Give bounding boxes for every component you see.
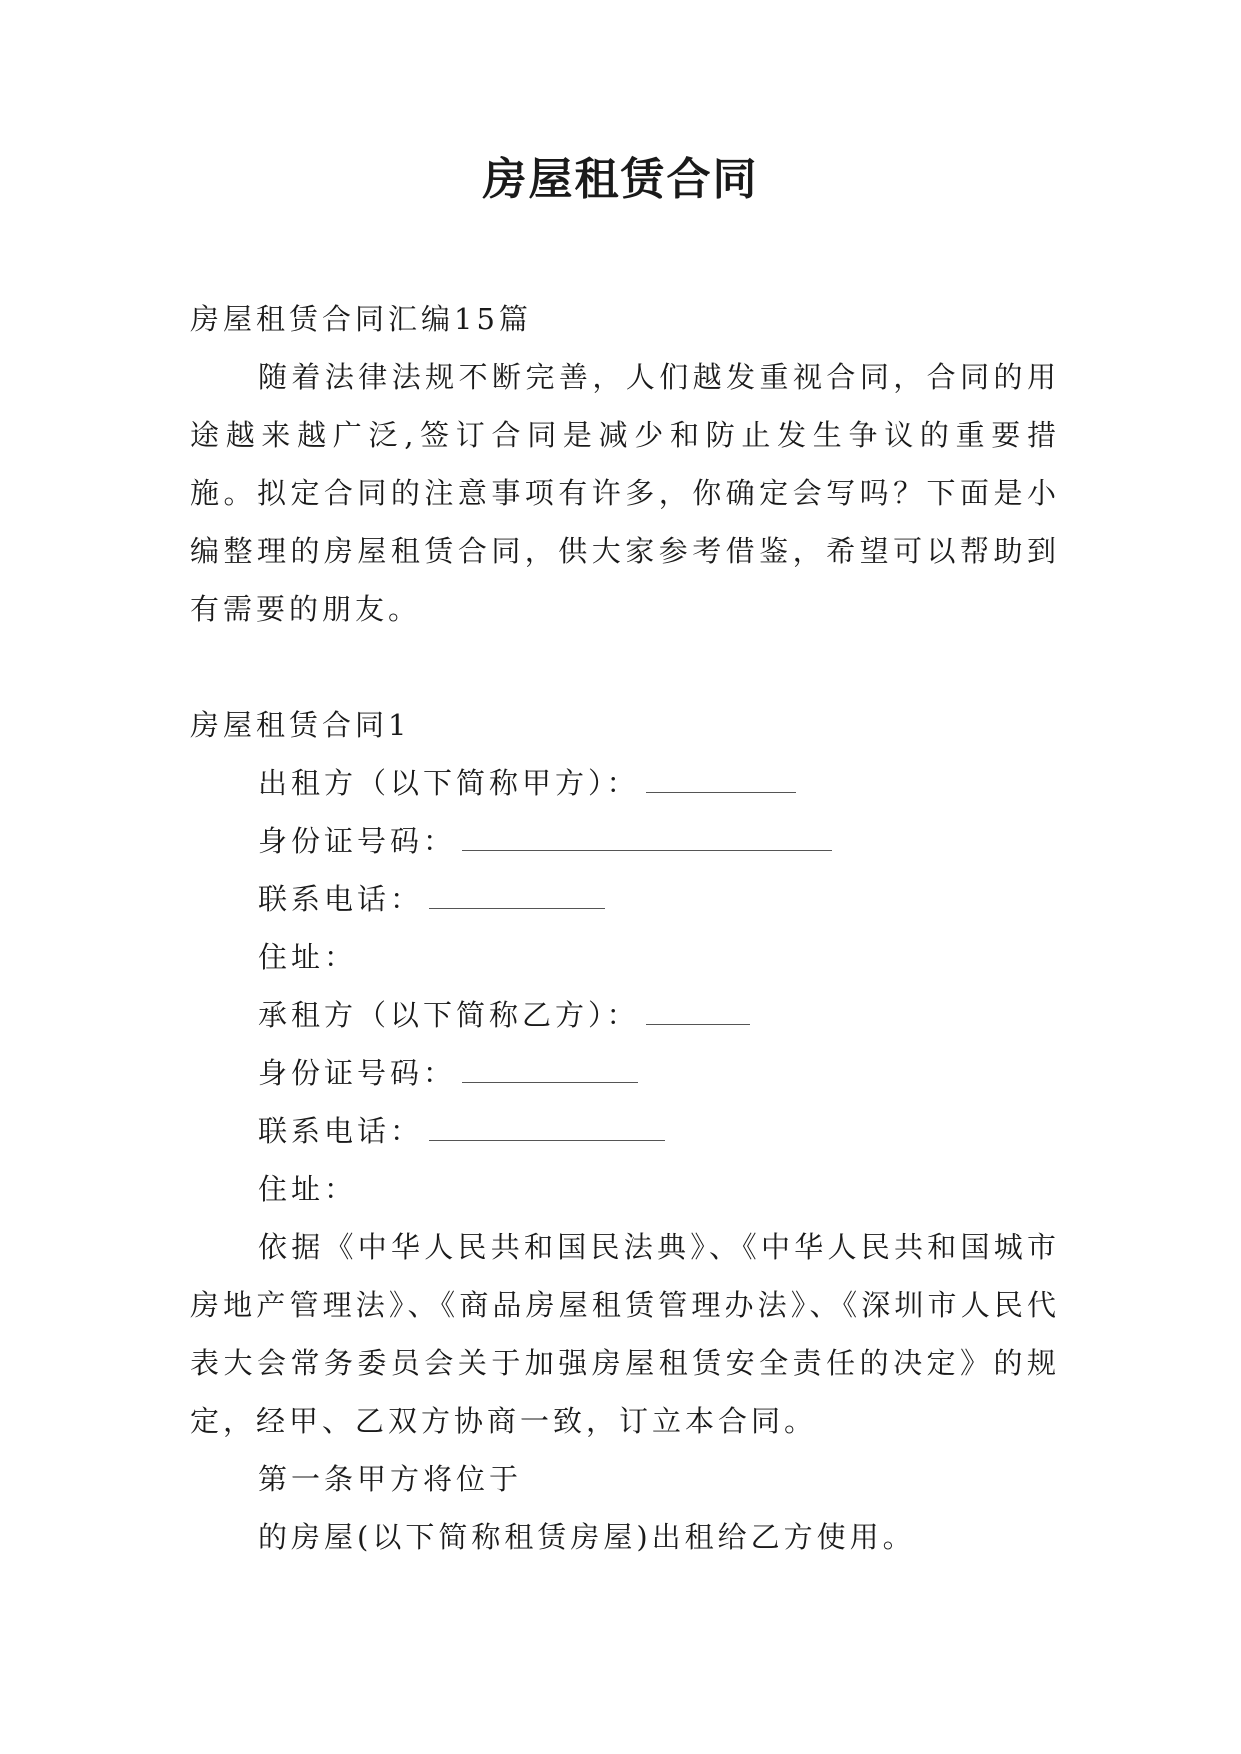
document-body [190,290,1060,1566]
lessee-label: 承租方（以下简称乙方）： [258,998,640,1032]
collection-heading: 房屋租赁合同汇编15篇 [190,302,532,336]
contract-heading: 房屋租赁合同1 [190,708,411,742]
lessor-address-line [190,928,1060,986]
lessor-phone-line [190,870,1060,928]
lessee-address-line [190,1160,1060,1218]
lessee-blank[interactable] [646,1002,750,1025]
lessee-id-blank[interactable] [462,1060,638,1083]
lessee-line [190,986,1060,1044]
lessor-address-label: 住址： [258,940,358,974]
document-title: 房屋租赁合同 [482,154,759,205]
lessee-phone-label: 联系电话： [258,1114,424,1148]
intro-paragraph: 随着法律法规不断完善，人们越发重视合同，合同的用途越来越广泛,签订合同是减少和防止发生争议的重要措施。拟定合同的注意事项有许多，你确定会写吗？下面是小编整理的房屋租赁合同，供大家参考借鉴，希望可以帮助到有需要的朋友。 [190,360,1060,626]
lessor-id-line [190,812,1060,870]
lessor-id-blank[interactable] [462,828,832,851]
lessor-phone-label: 联系电话： [258,882,424,916]
article1-line2: 的房屋(以下简称租赁房屋)出租给乙方使用。 [258,1520,916,1554]
section-gap [190,638,1060,696]
lessor-id-label: 身份证号码： [258,824,457,858]
lessee-phone-blank[interactable] [429,1118,665,1141]
basis-paragraph: 依据《中华人民共和国民法典》、《中华人民共和国城市房地产管理法》、《商品房屋租赁管理办法》、《深圳市人民代表大会常务委员会关于加强房屋租赁安全责任的决定》的规定，经甲、乙双方协商一致，订立本合同。 [190,1230,1060,1438]
lessor-phone-blank[interactable] [429,886,605,909]
lessor-label: 出租方（以下简称甲方）： [258,766,640,800]
lessee-id-line [190,1044,1060,1102]
lessor-line [190,754,1060,812]
lessee-phone-line [190,1102,1060,1160]
article1-line1: 第一条甲方将位于 [258,1462,523,1496]
lessee-address-label: 住址： [258,1172,358,1206]
lessor-blank[interactable] [646,770,796,793]
lessee-id-label: 身份证号码： [258,1056,457,1090]
